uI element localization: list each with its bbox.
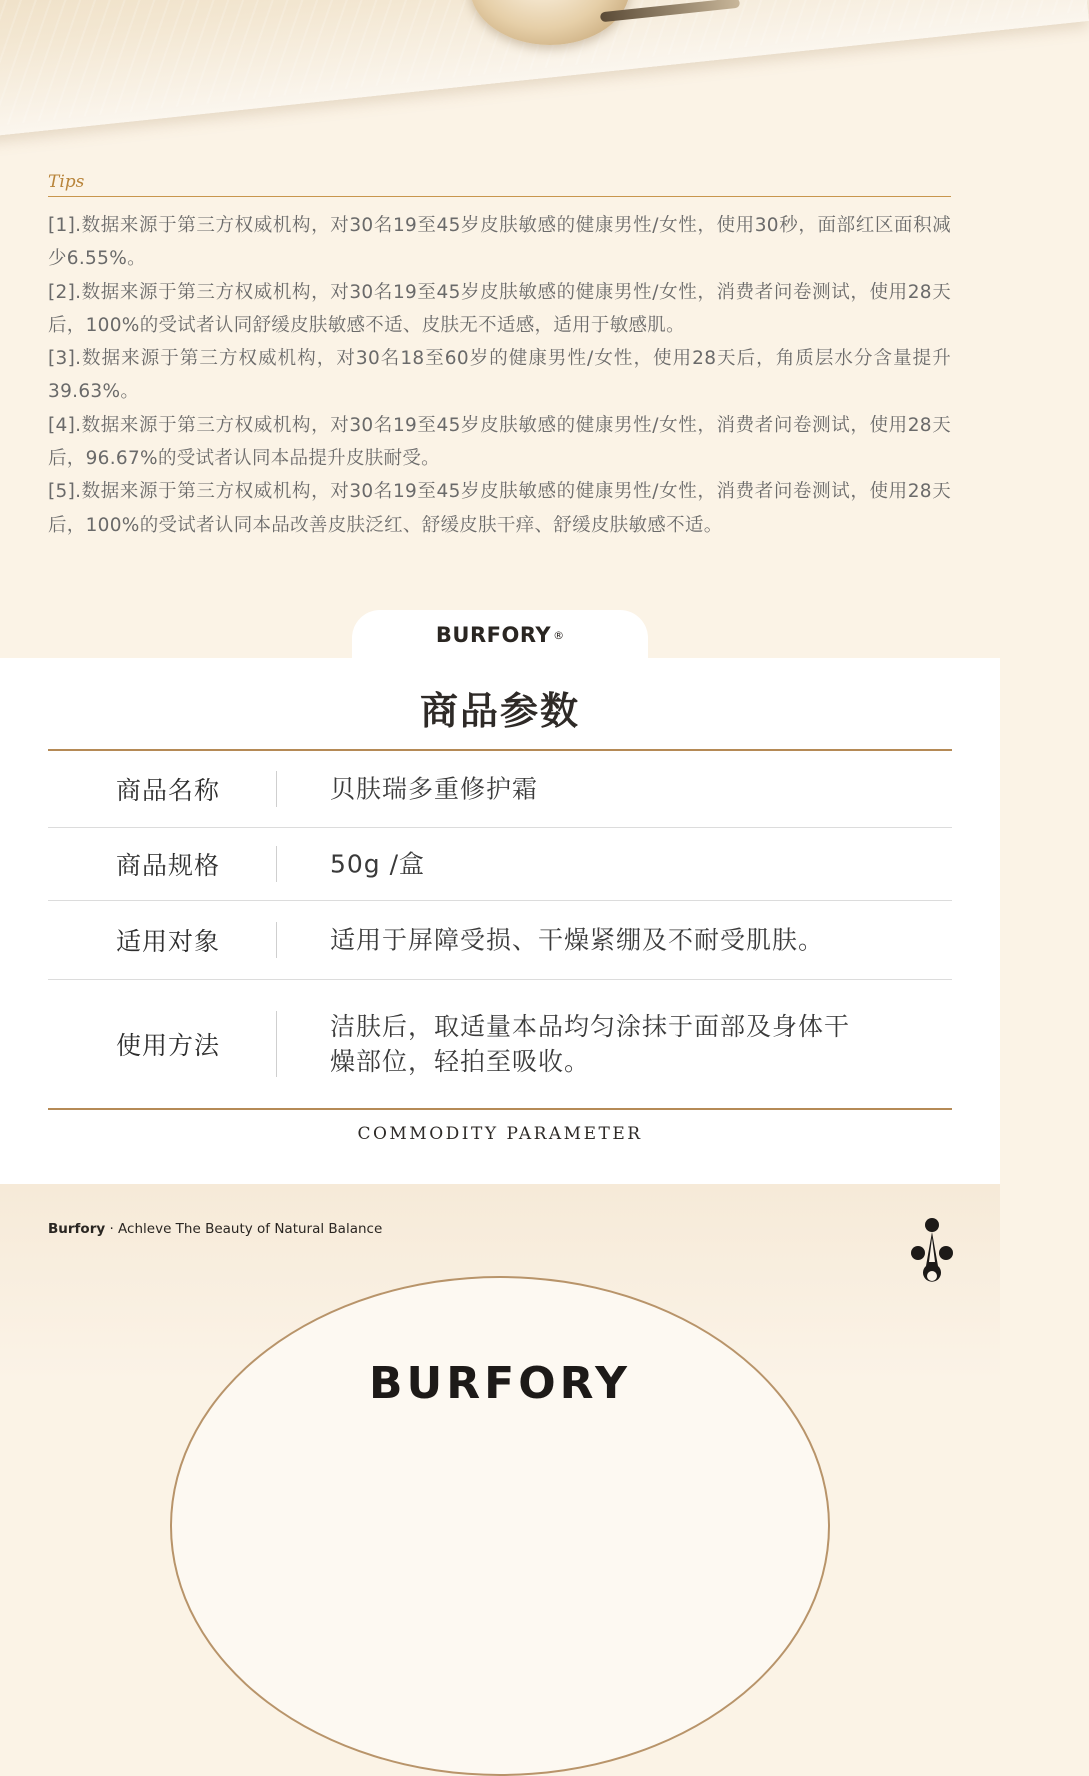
param-value: 适用于屏障受损、干燥紧绷及不耐受肌肤。 [330,925,825,955]
param-row-target [48,901,952,980]
tips-list [48,209,951,542]
param-value: 贝肤瑞多重修护霜 [330,774,539,804]
parameters-title: 商品参数 [419,689,580,733]
brand-logo-icon [908,1216,956,1292]
tip-item: [4].数据来源于第三方权威机构，对30名19至45岁皮肤敏感的健康男性/女性，消费者问卷测试，使用28天后，96.67%的受试者认同本品提升皮肤耐受。 [48,414,951,470]
tip-item: [1].数据来源于第三方权威机构，对30名19至45岁皮肤敏感的健康男性/女性，使用30秒，面部红区面积减少6.55%。 [48,215,951,270]
param-label: 商品名称 [116,776,221,805]
tip-item: [3].数据来源于第三方权威机构，对30名18至60岁的健康男性/女性，使用28天后，角质层水分含量提升39.63%。 [48,348,951,403]
decorative-arc [170,1276,830,1776]
hero-image-strip [0,0,1000,130]
slogan-brand: Burfory [48,1221,106,1237]
brand-wordmark: BURFORY [369,1358,631,1409]
brand-slogan [48,1221,382,1237]
param-label: 适用对象 [116,927,221,956]
tip-item: [5].数据来源于第三方权威机构，对30名19至45岁皮肤敏感的健康男性/女性，消费者问卷测试，使用28天后，100%的受试者认同本品改善皮肤泛红、舒缓皮肤干痒、舒缓皮肤敏感不适。 [48,481,951,536]
slogan-text: · Achleve The Beauty of Natural Balance [105,1221,383,1237]
param-label: 商品规格 [116,851,221,880]
brand-logo-text: BURFORY [435,623,552,647]
tip-item: [2].数据来源于第三方权威机构，对30名19至45岁皮肤敏感的健康男性/女性，消费者问卷测试，使用28天后，100%的受试者认同舒缓皮肤敏感不适、皮肤无不适感，适用于敏感肌。 [48,281,951,336]
brand-tab [352,610,648,660]
param-value: 50g /盒 [330,849,426,879]
column-divider [276,922,277,958]
parameters-footer: COMMODITY PARAMETER [357,1124,643,1144]
param-row-usage [48,980,952,1108]
column-divider [276,846,277,882]
brand-footer-section [0,1184,1000,1409]
tips-section [48,172,951,542]
table-bottom-rule [48,1108,952,1110]
param-label: 使用方法 [116,1031,221,1060]
param-value: 洁肤后，取适量本品均匀涂抹于面部及身体干燥部位，轻拍至吸收。 [330,1012,851,1076]
column-divider [276,1011,277,1077]
column-divider [276,771,277,807]
registered-mark: ® [553,628,565,642]
product-parameters [0,658,1000,1184]
param-row-name [48,751,952,828]
param-row-spec [48,828,952,901]
tips-heading: Tips [48,172,951,197]
